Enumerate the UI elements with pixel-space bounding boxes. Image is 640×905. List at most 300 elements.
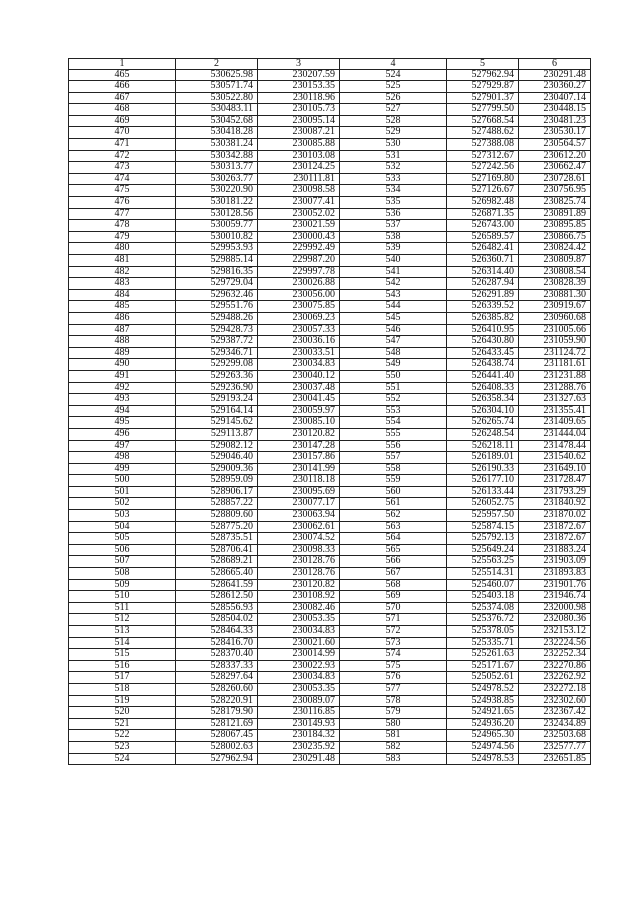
x-coordinate-a: 528665.40 <box>176 568 258 580</box>
y-coordinate-a: 230069.23 <box>258 312 340 324</box>
y-coordinate-b: 230895.85 <box>519 220 591 232</box>
point-number-b: 575 <box>340 660 447 672</box>
x-coordinate-b: 527312.67 <box>447 150 519 162</box>
table-row <box>69 521 591 533</box>
x-coordinate-a: 529632.46 <box>176 289 258 301</box>
y-coordinate-b: 231872.67 <box>519 521 591 533</box>
point-number-b: 567 <box>340 568 447 580</box>
x-coordinate-b: 524921.65 <box>447 707 519 719</box>
y-coordinate-b: 231478.44 <box>519 440 591 452</box>
x-coordinate-b: 526190.33 <box>447 463 519 475</box>
y-coordinate-a: 230098.58 <box>258 185 340 197</box>
point-number-a: 465 <box>69 69 176 81</box>
point-number-a: 489 <box>69 347 176 359</box>
y-coordinate-b: 232080.36 <box>519 614 591 626</box>
x-coordinate-b: 527929.87 <box>447 81 519 93</box>
point-number-b: 524 <box>340 69 447 81</box>
point-number-b: 582 <box>340 741 447 753</box>
x-coordinate-a: 530220.90 <box>176 185 258 197</box>
point-number-b: 581 <box>340 730 447 742</box>
x-coordinate-a: 529488.26 <box>176 312 258 324</box>
y-coordinate-a: 230014.99 <box>258 649 340 661</box>
table-row <box>69 568 591 580</box>
point-number-a: 503 <box>69 510 176 522</box>
table-row <box>69 626 591 638</box>
y-coordinate-b: 230530.17 <box>519 127 591 139</box>
x-coordinate-b: 525171.67 <box>447 660 519 672</box>
y-coordinate-b: 231059.90 <box>519 336 591 348</box>
x-coordinate-a: 527962.94 <box>176 753 258 765</box>
y-coordinate-a: 230036.16 <box>258 336 340 348</box>
x-coordinate-a: 528337.33 <box>176 660 258 672</box>
point-number-b: 576 <box>340 672 447 684</box>
y-coordinate-a: 230120.82 <box>258 428 340 440</box>
x-coordinate-b: 527126.67 <box>447 185 519 197</box>
table-row <box>69 197 591 209</box>
x-coordinate-b: 526052.75 <box>447 498 519 510</box>
table-row <box>69 718 591 730</box>
table-row <box>69 312 591 324</box>
y-coordinate-a: 230153.35 <box>258 81 340 93</box>
y-coordinate-b: 232270.86 <box>519 660 591 672</box>
y-coordinate-b: 232577.77 <box>519 741 591 753</box>
point-number-a: 493 <box>69 394 176 406</box>
x-coordinate-b: 526871.35 <box>447 208 519 220</box>
table-row <box>69 533 591 545</box>
x-coordinate-b: 525335.71 <box>447 637 519 649</box>
x-coordinate-a: 530010.82 <box>176 231 258 243</box>
x-coordinate-a: 529885.14 <box>176 255 258 267</box>
point-number-b: 558 <box>340 463 447 475</box>
point-number-a: 483 <box>69 278 176 290</box>
point-number-a: 477 <box>69 208 176 220</box>
point-number-a: 500 <box>69 475 176 487</box>
header-row <box>69 59 591 70</box>
y-coordinate-a: 230022.93 <box>258 660 340 672</box>
x-coordinate-a: 528067.45 <box>176 730 258 742</box>
x-coordinate-b: 527901.37 <box>447 92 519 104</box>
x-coordinate-b: 526441.40 <box>447 370 519 382</box>
y-coordinate-a: 230111.81 <box>258 173 340 185</box>
x-coordinate-a: 528464.33 <box>176 626 258 638</box>
table-row <box>69 614 591 626</box>
x-coordinate-b: 524965.30 <box>447 730 519 742</box>
point-number-b: 579 <box>340 707 447 719</box>
y-coordinate-a: 230235.92 <box>258 741 340 753</box>
point-number-b: 540 <box>340 255 447 267</box>
table-row <box>69 591 591 603</box>
table-row <box>69 707 591 719</box>
y-coordinate-a: 230105.73 <box>258 104 340 116</box>
point-number-b: 547 <box>340 336 447 348</box>
point-number-a: 494 <box>69 405 176 417</box>
point-number-a: 520 <box>69 707 176 719</box>
x-coordinate-b: 526982.48 <box>447 197 519 209</box>
point-number-b: 528 <box>340 115 447 127</box>
header-col-6: 6 <box>519 59 591 70</box>
x-coordinate-a: 529729.04 <box>176 278 258 290</box>
y-coordinate-b: 230881.30 <box>519 289 591 301</box>
point-number-a: 471 <box>69 139 176 151</box>
x-coordinate-b: 527169.80 <box>447 173 519 185</box>
point-number-a: 487 <box>69 324 176 336</box>
y-coordinate-b: 232000.98 <box>519 602 591 614</box>
y-coordinate-b: 230448.15 <box>519 104 591 116</box>
point-number-a: 474 <box>69 173 176 185</box>
y-coordinate-a: 230141.99 <box>258 463 340 475</box>
y-coordinate-b: 230291.48 <box>519 69 591 81</box>
table-row <box>69 255 591 267</box>
point-number-b: 536 <box>340 208 447 220</box>
table-row <box>69 741 591 753</box>
x-coordinate-b: 526339.52 <box>447 301 519 313</box>
y-coordinate-a: 230095.14 <box>258 115 340 127</box>
x-coordinate-a: 530313.77 <box>176 162 258 174</box>
point-number-a: 516 <box>69 660 176 672</box>
x-coordinate-a: 528179.90 <box>176 707 258 719</box>
x-coordinate-b: 526304.10 <box>447 405 519 417</box>
y-coordinate-a: 230000.43 <box>258 231 340 243</box>
y-coordinate-a: 230149.93 <box>258 718 340 730</box>
table-row <box>69 208 591 220</box>
point-number-b: 549 <box>340 359 447 371</box>
x-coordinate-a: 528504.02 <box>176 614 258 626</box>
y-coordinate-b: 232434.89 <box>519 718 591 730</box>
y-coordinate-b: 231444.04 <box>519 428 591 440</box>
point-number-a: 488 <box>69 336 176 348</box>
point-number-b: 552 <box>340 394 447 406</box>
y-coordinate-a: 230118.96 <box>258 92 340 104</box>
point-number-b: 531 <box>340 150 447 162</box>
y-coordinate-a: 229987.20 <box>258 255 340 267</box>
y-coordinate-a: 230098.33 <box>258 544 340 556</box>
x-coordinate-b: 525378.05 <box>447 626 519 638</box>
x-coordinate-b: 526589.57 <box>447 231 519 243</box>
point-number-a: 486 <box>69 312 176 324</box>
y-coordinate-b: 230481.23 <box>519 115 591 127</box>
x-coordinate-a: 528556.93 <box>176 602 258 614</box>
y-coordinate-a: 230034.83 <box>258 359 340 371</box>
y-coordinate-a: 230041.45 <box>258 394 340 406</box>
point-number-a: 469 <box>69 115 176 127</box>
y-coordinate-b: 230612.20 <box>519 150 591 162</box>
x-coordinate-a: 528260.60 <box>176 683 258 695</box>
y-coordinate-a: 230120.82 <box>258 579 340 591</box>
table-row <box>69 660 591 672</box>
point-number-a: 502 <box>69 498 176 510</box>
point-number-b: 550 <box>340 370 447 382</box>
point-number-a: 512 <box>69 614 176 626</box>
point-number-a: 480 <box>69 243 176 255</box>
y-coordinate-a: 230108.92 <box>258 591 340 603</box>
y-coordinate-b: 231901.76 <box>519 579 591 591</box>
y-coordinate-a: 230034.83 <box>258 626 340 638</box>
table-row <box>69 336 591 348</box>
table-row <box>69 185 591 197</box>
y-coordinate-a: 230062.61 <box>258 521 340 533</box>
point-number-a: 498 <box>69 452 176 464</box>
point-number-a: 479 <box>69 231 176 243</box>
table-row <box>69 92 591 104</box>
point-number-b: 553 <box>340 405 447 417</box>
y-coordinate-b: 230809.87 <box>519 255 591 267</box>
x-coordinate-b: 526438.74 <box>447 359 519 371</box>
table-row <box>69 510 591 522</box>
table-row <box>69 359 591 371</box>
point-number-a: 514 <box>69 637 176 649</box>
table-body <box>69 69 591 765</box>
point-number-b: 574 <box>340 649 447 661</box>
x-coordinate-a: 529009.36 <box>176 463 258 475</box>
x-coordinate-b: 526314.40 <box>447 266 519 278</box>
point-number-b: 564 <box>340 533 447 545</box>
x-coordinate-b: 525514.31 <box>447 568 519 580</box>
point-number-b: 556 <box>340 440 447 452</box>
table-row <box>69 370 591 382</box>
x-coordinate-b: 526743.00 <box>447 220 519 232</box>
point-number-b: 580 <box>340 718 447 730</box>
x-coordinate-b: 524978.53 <box>447 753 519 765</box>
y-coordinate-a: 230034.83 <box>258 672 340 684</box>
table-row <box>69 556 591 568</box>
point-number-b: 555 <box>340 428 447 440</box>
point-number-b: 541 <box>340 266 447 278</box>
point-number-b: 534 <box>340 185 447 197</box>
y-coordinate-a: 230207.59 <box>258 69 340 81</box>
y-coordinate-b: 231872.67 <box>519 533 591 545</box>
y-coordinate-b: 231870.02 <box>519 510 591 522</box>
x-coordinate-a: 529046.40 <box>176 452 258 464</box>
point-number-a: 497 <box>69 440 176 452</box>
point-number-a: 524 <box>69 753 176 765</box>
point-number-a: 523 <box>69 741 176 753</box>
x-coordinate-a: 528220.91 <box>176 695 258 707</box>
y-coordinate-b: 230728.61 <box>519 173 591 185</box>
table-row <box>69 243 591 255</box>
header-col-5: 5 <box>447 59 519 70</box>
point-number-a: 490 <box>69 359 176 371</box>
y-coordinate-b: 230662.47 <box>519 162 591 174</box>
table-row <box>69 301 591 313</box>
point-number-a: 501 <box>69 486 176 498</box>
table-row <box>69 475 591 487</box>
y-coordinate-b: 231005.66 <box>519 324 591 336</box>
x-coordinate-a: 529236.90 <box>176 382 258 394</box>
point-number-b: 548 <box>340 347 447 359</box>
table-row <box>69 405 591 417</box>
point-number-a: 518 <box>69 683 176 695</box>
table-row <box>69 266 591 278</box>
point-number-b: 551 <box>340 382 447 394</box>
y-coordinate-a: 230157.86 <box>258 452 340 464</box>
y-coordinate-a: 230059.97 <box>258 405 340 417</box>
x-coordinate-a: 529346.71 <box>176 347 258 359</box>
x-coordinate-b: 525563.25 <box>447 556 519 568</box>
x-coordinate-b: 526218.11 <box>447 440 519 452</box>
x-coordinate-a: 529113.87 <box>176 428 258 440</box>
x-coordinate-b: 525374.08 <box>447 602 519 614</box>
y-coordinate-a: 230077.17 <box>258 498 340 510</box>
point-number-b: 571 <box>340 614 447 626</box>
point-number-b: 527 <box>340 104 447 116</box>
x-coordinate-b: 526248.54 <box>447 428 519 440</box>
x-coordinate-b: 525403.18 <box>447 591 519 603</box>
table-row <box>69 417 591 429</box>
y-coordinate-b: 232367.42 <box>519 707 591 719</box>
y-coordinate-a: 230089.07 <box>258 695 340 707</box>
x-coordinate-b: 527242.56 <box>447 162 519 174</box>
point-number-b: 561 <box>340 498 447 510</box>
y-coordinate-b: 230828.39 <box>519 278 591 290</box>
table-row <box>69 579 591 591</box>
y-coordinate-a: 230040.12 <box>258 370 340 382</box>
y-coordinate-b: 232503.68 <box>519 730 591 742</box>
point-number-b: 544 <box>340 301 447 313</box>
y-coordinate-b: 231540.62 <box>519 452 591 464</box>
x-coordinate-a: 529193.24 <box>176 394 258 406</box>
y-coordinate-a: 230021.60 <box>258 637 340 649</box>
table-row <box>69 637 591 649</box>
x-coordinate-a: 529145.62 <box>176 417 258 429</box>
x-coordinate-a: 528612.50 <box>176 591 258 603</box>
point-number-b: 562 <box>340 510 447 522</box>
point-number-a: 515 <box>69 649 176 661</box>
point-number-a: 522 <box>69 730 176 742</box>
point-number-b: 537 <box>340 220 447 232</box>
table-row <box>69 730 591 742</box>
table-header <box>69 59 591 70</box>
x-coordinate-a: 529164.14 <box>176 405 258 417</box>
x-coordinate-a: 530625.98 <box>176 69 258 81</box>
y-coordinate-a: 230063.94 <box>258 510 340 522</box>
y-coordinate-a: 230082.46 <box>258 602 340 614</box>
table-row <box>69 69 591 81</box>
point-number-a: 505 <box>69 533 176 545</box>
y-coordinate-b: 232252.34 <box>519 649 591 661</box>
x-coordinate-b: 524938.85 <box>447 695 519 707</box>
point-number-b: 542 <box>340 278 447 290</box>
table-row <box>69 289 591 301</box>
point-number-a: 495 <box>69 417 176 429</box>
y-coordinate-b: 232651.85 <box>519 753 591 765</box>
x-coordinate-b: 525376.72 <box>447 614 519 626</box>
table-row <box>69 544 591 556</box>
y-coordinate-b: 231903.09 <box>519 556 591 568</box>
x-coordinate-b: 525261.63 <box>447 649 519 661</box>
x-coordinate-b: 526410.95 <box>447 324 519 336</box>
table-row <box>69 452 591 464</box>
point-number-a: 504 <box>69 521 176 533</box>
y-coordinate-a: 230085.88 <box>258 139 340 151</box>
y-coordinate-b: 232224.56 <box>519 637 591 649</box>
point-number-b: 578 <box>340 695 447 707</box>
point-number-b: 532 <box>340 162 447 174</box>
y-coordinate-b: 231355.41 <box>519 405 591 417</box>
y-coordinate-b: 231793.29 <box>519 486 591 498</box>
x-coordinate-a: 530522.80 <box>176 92 258 104</box>
x-coordinate-b: 526385.82 <box>447 312 519 324</box>
y-coordinate-b: 231288.76 <box>519 382 591 394</box>
table-row <box>69 382 591 394</box>
x-coordinate-a: 530059.77 <box>176 220 258 232</box>
point-number-a: 484 <box>69 289 176 301</box>
table-row <box>69 231 591 243</box>
header-col-4: 4 <box>340 59 447 70</box>
table-row <box>69 463 591 475</box>
x-coordinate-a: 528641.59 <box>176 579 258 591</box>
x-coordinate-a: 528297.64 <box>176 672 258 684</box>
table-row <box>69 498 591 510</box>
point-number-a: 492 <box>69 382 176 394</box>
point-number-a: 482 <box>69 266 176 278</box>
x-coordinate-a: 529816.35 <box>176 266 258 278</box>
table-row <box>69 602 591 614</box>
point-number-a: 513 <box>69 626 176 638</box>
x-coordinate-a: 530381.24 <box>176 139 258 151</box>
x-coordinate-b: 525874.15 <box>447 521 519 533</box>
table-row <box>69 162 591 174</box>
point-number-b: 529 <box>340 127 447 139</box>
y-coordinate-b: 231649.10 <box>519 463 591 475</box>
x-coordinate-a: 528370.40 <box>176 649 258 661</box>
point-number-a: 521 <box>69 718 176 730</box>
point-number-b: 526 <box>340 92 447 104</box>
y-coordinate-a: 230147.28 <box>258 440 340 452</box>
point-number-a: 499 <box>69 463 176 475</box>
y-coordinate-a: 230037.48 <box>258 382 340 394</box>
y-coordinate-a: 230095.69 <box>258 486 340 498</box>
y-coordinate-b: 230824.42 <box>519 243 591 255</box>
x-coordinate-b: 524978.52 <box>447 683 519 695</box>
y-coordinate-a: 230103.08 <box>258 150 340 162</box>
y-coordinate-b: 230407.14 <box>519 92 591 104</box>
x-coordinate-b: 526287.94 <box>447 278 519 290</box>
coordinates-table <box>68 58 591 765</box>
y-coordinate-b: 230825.74 <box>519 197 591 209</box>
point-number-b: 572 <box>340 626 447 638</box>
header-col-1: 1 <box>69 59 176 70</box>
point-number-a: 472 <box>69 150 176 162</box>
y-coordinate-b: 230564.57 <box>519 139 591 151</box>
x-coordinate-a: 529263.36 <box>176 370 258 382</box>
x-coordinate-a: 529428.73 <box>176 324 258 336</box>
point-number-a: 481 <box>69 255 176 267</box>
y-coordinate-b: 231946.74 <box>519 591 591 603</box>
x-coordinate-a: 528689.21 <box>176 556 258 568</box>
y-coordinate-a: 229992.49 <box>258 243 340 255</box>
point-number-b: 563 <box>340 521 447 533</box>
y-coordinate-b: 230866.75 <box>519 231 591 243</box>
y-coordinate-a: 230074.52 <box>258 533 340 545</box>
table-row <box>69 672 591 684</box>
y-coordinate-b: 231409.65 <box>519 417 591 429</box>
y-coordinate-a: 230052.02 <box>258 208 340 220</box>
y-coordinate-a: 230291.48 <box>258 753 340 765</box>
point-number-b: 573 <box>340 637 447 649</box>
point-number-a: 506 <box>69 544 176 556</box>
point-number-b: 570 <box>340 602 447 614</box>
point-number-b: 525 <box>340 81 447 93</box>
x-coordinate-b: 526482.41 <box>447 243 519 255</box>
point-number-b: 569 <box>340 591 447 603</box>
y-coordinate-b: 230360.27 <box>519 81 591 93</box>
x-coordinate-a: 529082.12 <box>176 440 258 452</box>
x-coordinate-a: 528121.69 <box>176 718 258 730</box>
x-coordinate-a: 530342.88 <box>176 150 258 162</box>
point-number-a: 510 <box>69 591 176 603</box>
header-col-2: 2 <box>176 59 258 70</box>
table-row <box>69 486 591 498</box>
